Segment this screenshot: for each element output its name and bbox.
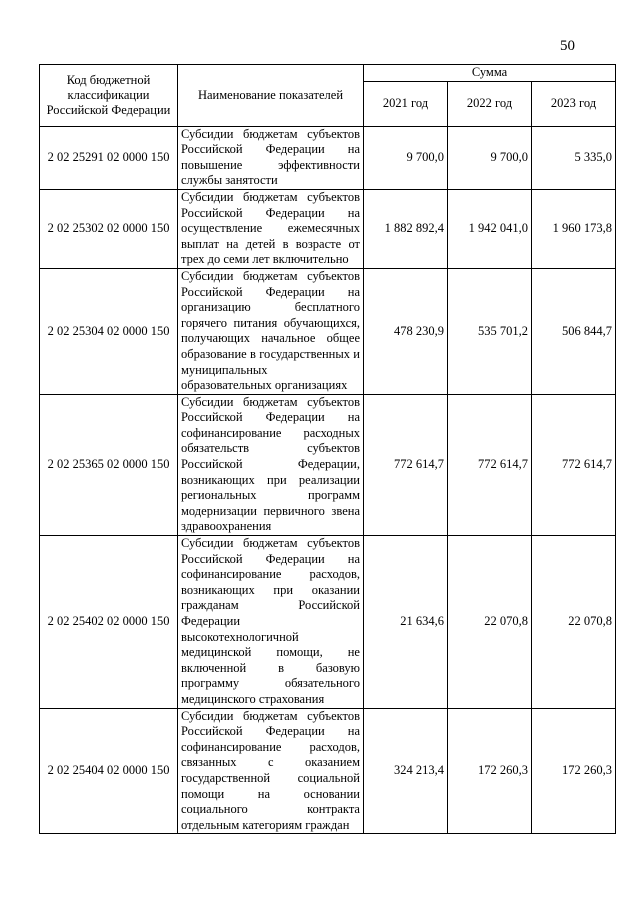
table-row (40, 268, 616, 394)
row-value-2023: 1 960 173,8 (532, 189, 616, 268)
header-budget-code: Код бюджетной классификации Российской Федерации (40, 65, 178, 127)
row-value-2022: 22 070,8 (448, 536, 532, 709)
row-value-2021: 324 213,4 (364, 708, 448, 834)
table-row (40, 708, 616, 834)
row-code: 2 02 25365 02 0000 150 (40, 394, 178, 535)
row-value-2023: 172 260,3 (532, 708, 616, 834)
row-code: 2 02 25302 02 0000 150 (40, 189, 178, 268)
table-row (40, 394, 616, 535)
table-row (40, 536, 616, 709)
row-value-2022: 1 942 041,0 (448, 189, 532, 268)
header-year-2022: 2022 год (448, 81, 532, 126)
row-value-2021: 1 882 892,4 (364, 189, 448, 268)
page-number: 50 (560, 38, 575, 54)
budget-table (39, 64, 616, 834)
row-value-2021: 21 634,6 (364, 536, 448, 709)
header-sum: Сумма (364, 65, 616, 82)
row-name: Субсидии бюджетам субъектов Российской Федерации на софинансирование расходных обязательств субъектов Российской Федерации, возникающих при реализации региональных программ модернизации первичного звена здравоохранения (178, 394, 364, 535)
table-row (40, 126, 616, 189)
row-code: 2 02 25304 02 0000 150 (40, 268, 178, 394)
row-name: Субсидии бюджетам субъектов Российской Федерации на осуществление ежемесячных выплат на детей в возрасте от трех до семи лет включительно (178, 189, 364, 268)
row-value-2023: 772 614,7 (532, 394, 616, 535)
header-year-2021: 2021 год (364, 81, 448, 126)
row-value-2021: 478 230,9 (364, 268, 448, 394)
row-name: Субсидии бюджетам субъектов Российской Федерации на софинансирование расходов, возникающих при оказании гражданам Российской Федерации высокотехнологичной медицинской помощи, не включенной в базовую программу обязательного медицинского страхования (178, 536, 364, 709)
row-value-2023: 506 844,7 (532, 268, 616, 394)
table-row (40, 189, 616, 268)
header-indicator-name: Наименование показателей (178, 65, 364, 127)
row-code: 2 02 25402 02 0000 150 (40, 536, 178, 709)
row-value-2022: 9 700,0 (448, 126, 532, 189)
row-value-2023: 22 070,8 (532, 536, 616, 709)
row-code: 2 02 25291 02 0000 150 (40, 126, 178, 189)
row-code: 2 02 25404 02 0000 150 (40, 708, 178, 834)
row-name: Субсидии бюджетам субъектов Российской Федерации на софинансирование расходов, связанных с оказанием государственной социальной помощи на основании социального контракта отдельным категориям граждан (178, 708, 364, 834)
header-year-2023: 2023 год (532, 81, 616, 126)
row-name: Субсидии бюджетам субъектов Российской Федерации на организацию бесплатного горячего питания обучающихся, получающих начальное общее образование в государственных и муниципальных образовательных организациях (178, 268, 364, 394)
row-name: Субсидии бюджетам субъектов Российской Федерации на повышение эффективности службы занятости (178, 126, 364, 189)
row-value-2023: 5 335,0 (532, 126, 616, 189)
row-value-2021: 772 614,7 (364, 394, 448, 535)
row-value-2022: 772 614,7 (448, 394, 532, 535)
row-value-2022: 172 260,3 (448, 708, 532, 834)
row-value-2022: 535 701,2 (448, 268, 532, 394)
row-value-2021: 9 700,0 (364, 126, 448, 189)
